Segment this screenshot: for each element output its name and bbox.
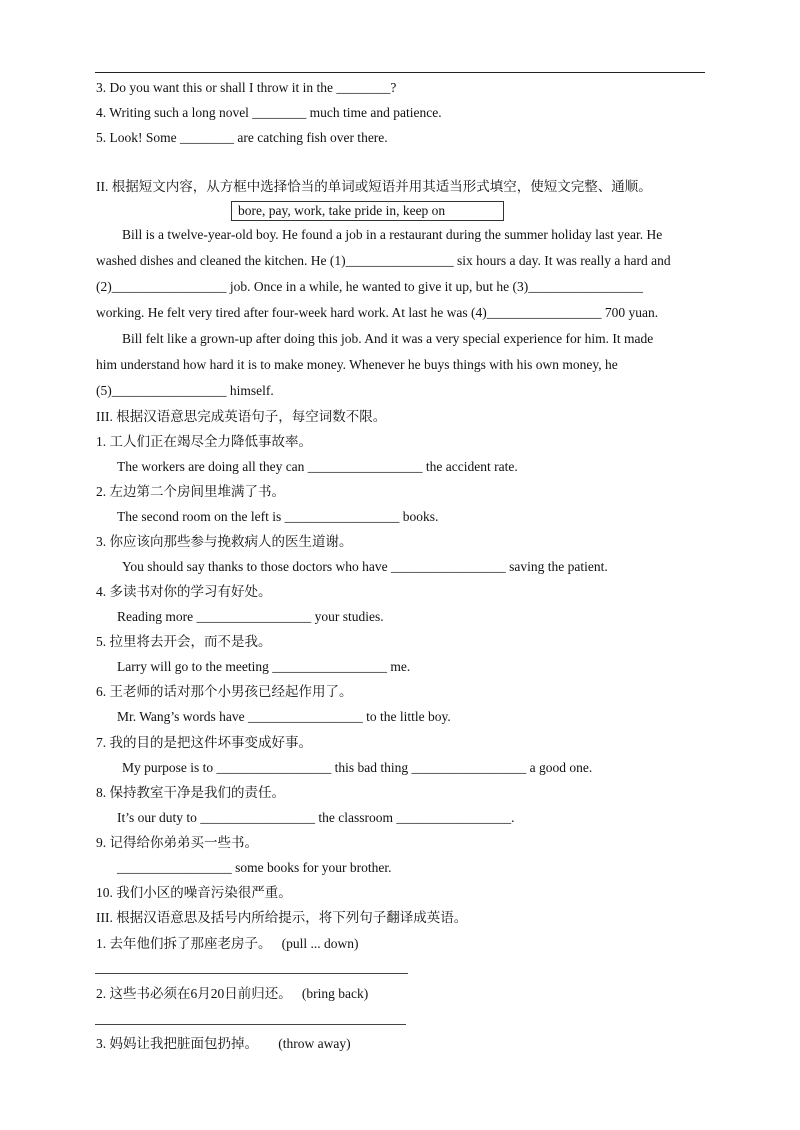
item-cn: 5. 拉里将去开会，而不是我。 [96,634,272,649]
section-2-heading: II. 根据短文内容，从方框中选择恰当的单词或短语并用其适当形式填空，使短文完整、通顺。 [96,179,652,194]
translate-cn: 1. 去年他们拆了那座老房子。 [96,936,272,951]
translate-cn: 2. 这些书必须在6月20日前归还。 [96,986,292,1001]
item-cn: 2. 左边第二个房间里堆满了书。 [96,484,285,499]
translate-hint: (pull ... down) [281,936,359,951]
item-cn: 1. 工人们正在竭尽全力降低事故率。 [96,434,312,449]
translate-hint: (throw away) [278,1036,351,1051]
item-en: Reading more _________________ your studies. [117,609,384,624]
passage-line: washed dishes and cleaned the kitchen. He (1)________________ six hours a day. It was really a hard and [96,253,671,268]
translate-cn: 3. 妈妈让我把脏面包扔掉。 [96,1036,258,1051]
item-cn: 7. 我的目的是把这件坏事变成好事。 [96,735,312,750]
item-en: Larry will go to the meeting _________________ me. [117,659,411,674]
passage-line: him understand how hard it is to make money. Whenever he buys things with his own money, he [96,357,618,372]
item-en: You should say thanks to those doctors who have _________________ saving the patient. [122,559,608,574]
item-en: It’s our duty to _________________ the classroom _________________. [117,810,515,825]
translate-item [96,985,368,1003]
passage-line: (5)_________________ himself. [96,383,274,398]
item-en: My purpose is to _________________ this bad thing _________________ a good one. [122,760,593,775]
item-en: The workers are doing all they can _________________ the accident rate. [117,459,518,474]
item-cn: 4. 多读书对你的学习有好处。 [96,584,272,599]
passage-line: working. He felt very tired after four-week hard work. At last he was (4)_________________ 700 yuan. [96,305,659,320]
passage-line: Bill is a twelve-year-old boy. He found a job in a restaurant during the summer holiday last year. He [122,227,663,242]
answer-line [95,1024,406,1025]
translate-hint: (bring back) [301,986,369,1001]
question-4: 4. Writing such a long novel ________ much time and patience. [96,105,442,120]
section-3-heading: III. 根据汉语意思完成英语句子，每空词数不限。 [96,409,387,424]
section-4-heading: III. 根据汉语意思及括号内所给提示，将下列句子翻译成英语。 [96,910,468,925]
item-en: The second room on the left is _________________ books. [117,509,439,524]
item-cn: 9. 记得给你弟弟买一些书。 [96,835,258,850]
item-en: Mr. Wang’s words have _________________ to the little boy. [117,709,451,724]
passage-line: Bill felt like a grown-up after doing this job. And it was a very special experience for him. It made [122,331,654,346]
header-rule [95,72,705,73]
item-cn: 10. 我们小区的噪音污染很严重。 [96,885,292,900]
translate-item [96,1035,351,1053]
question-3: 3. Do you want this or shall I throw it in the ________? [96,80,397,95]
question-5: 5. Look! Some ________ are catching fish over there. [96,130,388,145]
item-cn: 3. 你应该向那些参与挽救病人的医生道谢。 [96,534,353,549]
item-cn: 8. 保持教室干净是我们的责任。 [96,785,285,800]
item-en: _________________ some books for your brother. [117,860,392,875]
word-box: bore, pay, work, take pride in, keep on [231,201,504,221]
translate-item [96,935,359,953]
answer-line [95,973,408,974]
passage-line: (2)_________________ job. Once in a while, he wanted to give it up, but he (3)_________________ [96,279,644,294]
item-cn: 6. 王老师的话对那个小男孩已经起作用了。 [96,684,353,699]
